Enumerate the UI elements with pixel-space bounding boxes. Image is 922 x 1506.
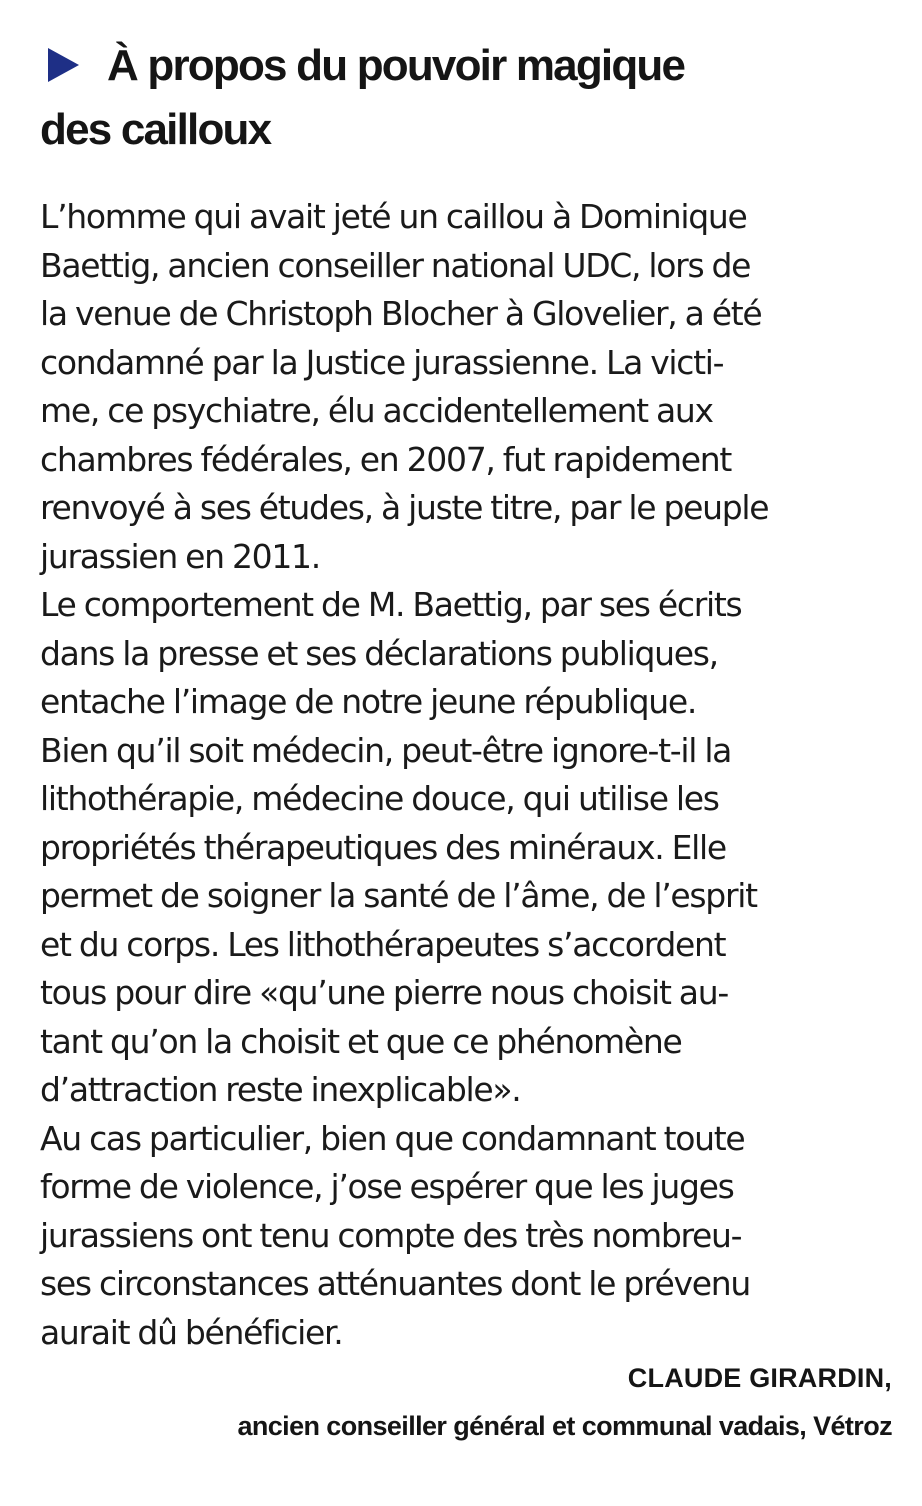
body-line: tant qu’on la choisit et que ce phénomène (40, 1021, 682, 1061)
author-name: CLAUDE GIRARDIN, (627, 1363, 892, 1393)
body-line: Le comportement de M. Baettig, par ses écrits (40, 585, 742, 624)
body-line: dans la presse et ses déclarations publiques, (40, 633, 718, 673)
body-line: Bien qu’il soit médecin, peut-être ignore-t-il la (40, 730, 732, 770)
body-line: tous pour dire «qu’une pierre nous choisit au- (40, 973, 728, 1012)
body-line: jurassiens ont tenu compte des très nombreu- (40, 1215, 742, 1255)
body-line: jurassien en 2011. (40, 536, 320, 576)
body-line: Au cas particulier, bien que condamnant toute (40, 1118, 745, 1158)
body-line: entache l’image de notre jeune république. (40, 682, 697, 721)
body-line: aurait dû bénéficier. (40, 1312, 343, 1352)
body-line: renvoyé à ses études, à juste titre, par le peuple (40, 488, 769, 527)
article-body (40, 193, 888, 1357)
author-role: ancien conseiller général et communal vadais, Vétroz (237, 1411, 892, 1441)
body-line: lithothérapie, médecine douce, qui utilise les (40, 779, 719, 818)
author-signature (237, 1354, 892, 1450)
body-line: Baettig, ancien conseiller national UDC, lors de (40, 245, 751, 285)
body-line: la venue de Christoph Blocher à Glovelier, a été (40, 294, 762, 333)
headline-line-1: À propos du pouvoir magique (107, 41, 685, 90)
body-line: permet de soigner la santé de l’âme, de l’esprit (40, 876, 757, 915)
body-line: et du corps. Les lithothérapeutes s’accordent (40, 924, 726, 964)
body-line: ses circonstances atténuantes dont le prévenu (40, 1264, 750, 1303)
article-headline (40, 34, 900, 162)
body-line: forme de violence, j’ose espérer que les juges (40, 1167, 734, 1206)
body-line: condamné par la Justice jurassienne. La victi- (40, 342, 724, 382)
body-line: chambres fédérales, en 2007, fut rapidement (40, 439, 731, 479)
headline-line-2: des cailloux (40, 105, 271, 154)
body-line: me, ce psychiatre, élu accidentellement aux (40, 391, 713, 430)
body-line: propriétés thérapeutiques des minéraux. Elle (40, 827, 726, 867)
body-line: L’homme qui avait jeté un caillou à Dominique (40, 197, 747, 236)
play-arrow-icon (48, 48, 79, 82)
body-line: d’attraction reste inexplicable». (40, 1070, 521, 1109)
